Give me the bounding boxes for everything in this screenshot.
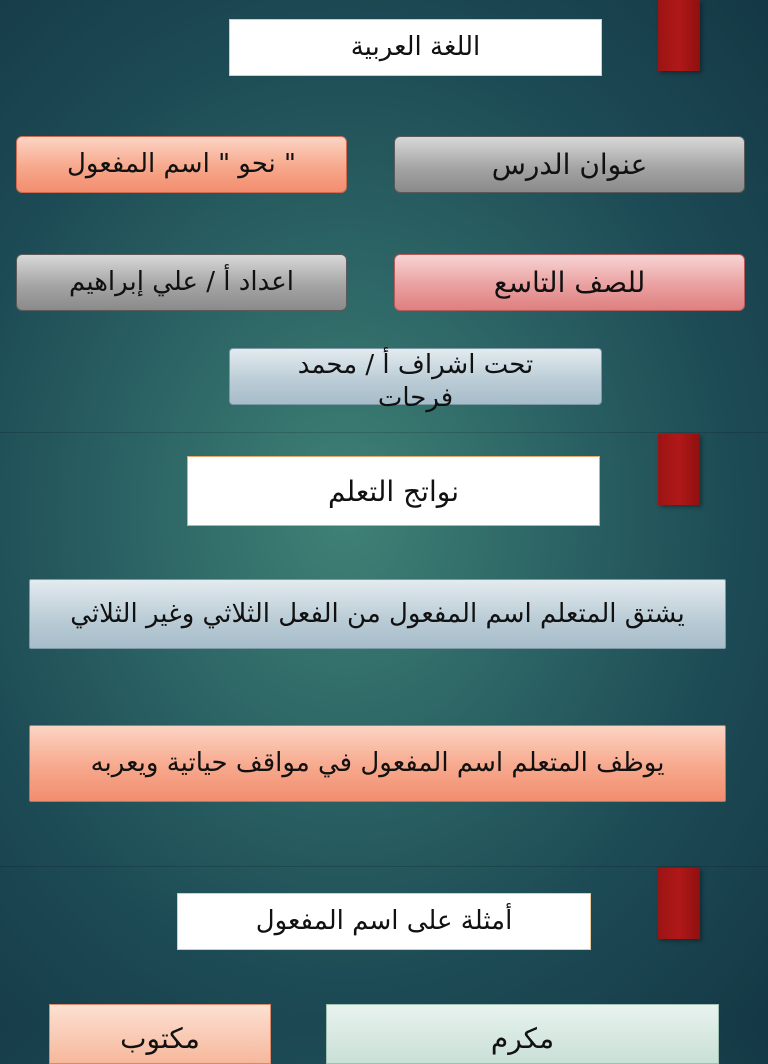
outcome-item: يشتق المتعلم اسم المفعول من الفعل الثلاثي وغير الثلاثي	[29, 579, 726, 649]
outcome-item: يوظف المتعلم اسم المفعول في مواقف حياتية ويعربه	[29, 725, 726, 802]
accent-bar	[658, 868, 700, 939]
accent-bar	[658, 0, 700, 71]
slide-examples	[0, 866, 768, 1055]
outcomes-title: نواتج التعلم	[187, 456, 600, 526]
example-item: مكتوب	[49, 1004, 271, 1064]
slide-title	[0, 0, 768, 432]
lesson-title-value: " نحو " اسم المفعول	[16, 136, 347, 193]
subject-title: اللغة العربية	[229, 19, 602, 76]
example-item: مكرم	[326, 1004, 719, 1064]
slide-outcomes	[0, 432, 768, 867]
lesson-title-label: عنوان الدرس	[394, 136, 745, 193]
prepared-by: اعداد أ / علي إبراهيم	[16, 254, 347, 311]
accent-bar	[658, 434, 700, 505]
grade-label: للصف التاسع	[394, 254, 745, 311]
supervised-by: تحت اشراف أ / محمد فرحات	[229, 348, 602, 405]
examples-title: أمثلة على اسم المفعول	[177, 893, 591, 950]
